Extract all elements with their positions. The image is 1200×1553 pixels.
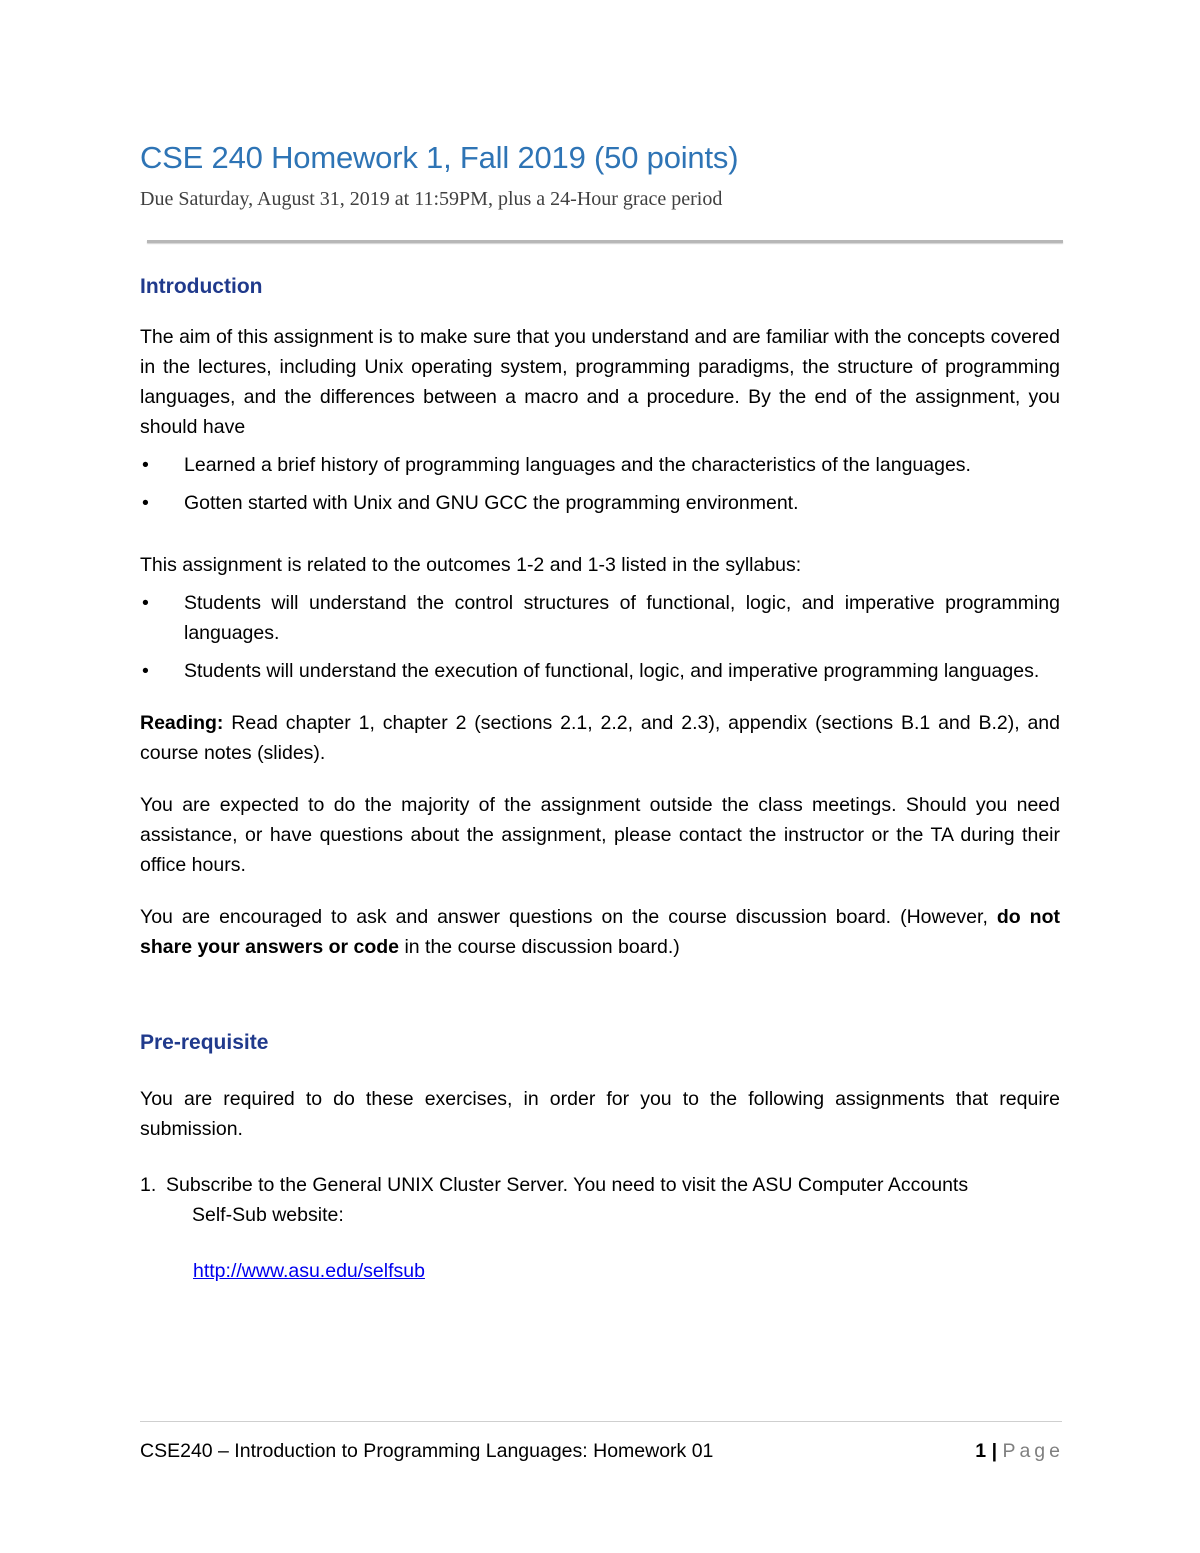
list-item: • Students will understand the control structures of functional, logic, and imperative programming languages. <box>140 588 1060 648</box>
introduction-heading: Introduction <box>140 275 263 298</box>
expectations-paragraph: You are expected to do the majority of the assignment outside the class meetings. Should you need assistance, or have questions about the assignment, please contact the instructor or the TA during their office hours. <box>140 794 1060 876</box>
introduction-paragraph: The aim of this assignment is to make sure that you understand and are familiar with the concepts covered in the lectures, including Unix operating system, programming paradigms, the structure of programming languages, and the differences between a macro and a procedure. By the end of the assignment, you should have <box>140 326 1060 438</box>
selfsub-link[interactable]: http://www.asu.edu/selfsub <box>193 1260 425 1282</box>
bullet-icon: • <box>142 660 149 682</box>
prerequisite-heading: Pre-requisite <box>140 1031 269 1054</box>
page-number: 1 <box>975 1440 987 1462</box>
bullet-icon: • <box>142 492 149 514</box>
reading-label: Reading: <box>140 712 224 734</box>
page-label: Page <box>1002 1440 1064 1462</box>
list-item: • Gotten started with Unix and GNU GCC the programming environment. <box>140 488 1060 518</box>
link-line <box>140 1256 1060 1286</box>
reading-paragraph: Reading: Read chapter 1, chapter 2 (sections 2.1, 2.2, and 2.3), appendix (sections B.1 and B.2), and course notes (slides). <box>140 712 1060 764</box>
list-item: • Students will understand the execution of functional, logic, and imperative programming languages. <box>140 656 1060 686</box>
goals-list <box>140 450 1060 518</box>
title-divider <box>147 240 1063 243</box>
footer-divider <box>140 1421 1062 1422</box>
bullet-icon: • <box>142 454 149 476</box>
document-body <box>140 272 1060 1286</box>
page-separator: | <box>991 1440 998 1462</box>
discussion-paragraph: You are encouraged to ask and answer questions on the course discussion board. (However, do not share your answers or code in the course discussion board.) <box>140 906 1060 958</box>
item-text-line2: Self-Sub website: <box>192 1204 344 1226</box>
outcomes-intro: This assignment is related to the outcomes 1-2 and 1-3 listed in the syllabus: <box>140 554 802 576</box>
footer-course-title: CSE240 – Introduction to Programming Languages: Homework 01 <box>140 1440 714 1462</box>
document-title: CSE 240 Homework 1, Fall 2019 (50 points) <box>140 140 739 175</box>
bullet-icon: • <box>142 592 149 614</box>
prerequisite-paragraph: You are required to do these exercises, in order for you to the following assignments that require submission. <box>140 1088 1060 1140</box>
footer-page-number <box>975 1440 1064 1463</box>
item-text-line1: Subscribe to the General UNIX Cluster Server. You need to visit the ASU Computer Accounts <box>166 1174 969 1196</box>
prerequisite-item <box>140 1170 1060 1230</box>
list-item: • Learned a brief history of programming languages and the characteristics of the languages. <box>140 450 1060 480</box>
document-subtitle: Due Saturday, August 31, 2019 at 11:59PM, plus a 24-Hour grace period <box>140 188 723 210</box>
item-number: 1. <box>140 1174 157 1196</box>
outcomes-list <box>140 588 1060 686</box>
